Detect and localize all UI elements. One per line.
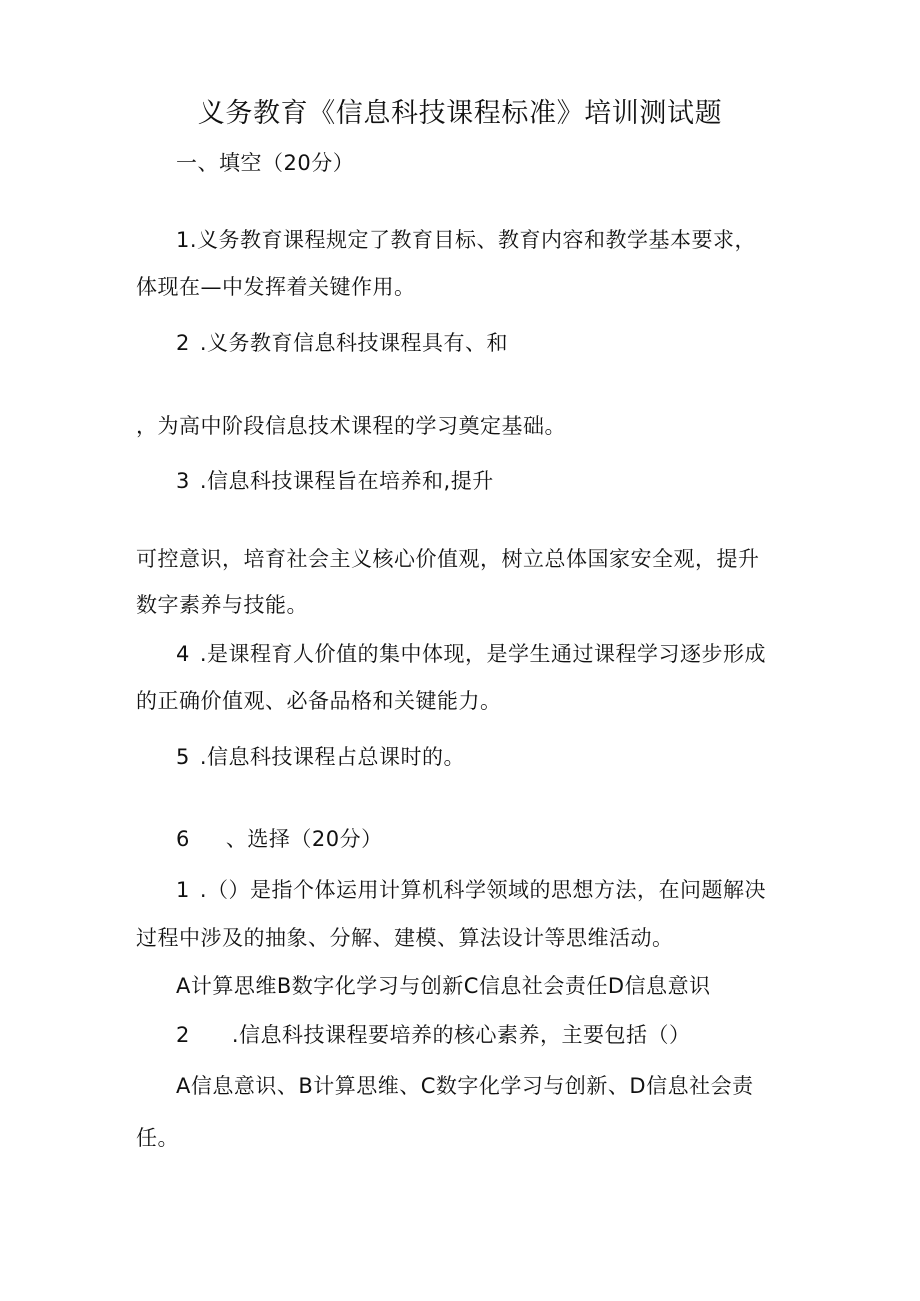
document-title: 义务教育《信息科技课程标准》培训测试题 xyxy=(197,98,723,129)
fill-question-5-number: 5 xyxy=(176,745,190,769)
choice-question-2-text: .信息科技课程要培养的核心素养，主要包括（） xyxy=(231,1023,691,1047)
choice-question-1-text: .（）是指个体运用计算机科学领域的思想方法，在问题解决 xyxy=(199,878,767,902)
fill-question-5-text: .信息科技课程占总课时的。 xyxy=(199,745,466,769)
fill-question-4-line-2: 的正确价值观、必备品格和关键能力。 xyxy=(136,689,502,713)
choice-question-2-options-line-2: 任。 xyxy=(136,1126,179,1150)
fill-question-4-text: .是课程育人价值的集中体现，是学生通过课程学习逐步形成 xyxy=(199,642,767,666)
fill-question-3-line-3: 数字素养与技能。 xyxy=(136,593,308,617)
fill-question-1-line-2: 体现在—中发挥着关键作用。 xyxy=(136,275,416,299)
fill-question-5-line-1 xyxy=(176,743,465,771)
section-2-heading-text: 、选择（20分） xyxy=(225,827,383,851)
choice-question-1-number: 1 xyxy=(176,878,190,902)
choice-question-2-options-line-1: A信息意识、B计算思维、C数字化学习与创新、D信息社会责 xyxy=(176,1074,754,1098)
section-2-number: 6 xyxy=(176,827,190,851)
fill-question-3-number: 3 xyxy=(176,469,190,493)
fill-question-4-number: 4 xyxy=(176,642,190,666)
fill-question-3-line-1 xyxy=(176,467,494,495)
fill-question-2-line-1 xyxy=(176,329,508,357)
fill-question-1-line-1: 1.义务教育课程规定了教育目标、教育内容和教学基本要求， xyxy=(176,228,757,252)
fill-question-2-text: .义务教育信息科技课程具有、和 xyxy=(199,331,509,355)
section-heading-choice xyxy=(176,825,383,853)
fill-question-3-text: .信息科技课程旨在培养和,提升 xyxy=(199,469,494,493)
fill-question-3-line-2: 可控意识，培育社会主义核心价值观，树立总体国家安全观，提升 xyxy=(136,547,760,571)
fill-question-2-number: 2 xyxy=(176,331,190,355)
choice-question-2-number: 2 xyxy=(176,1023,190,1047)
choice-question-2-line-1 xyxy=(176,1021,691,1049)
fill-question-2-line-2: ，为高中阶段信息技术课程的学习奠定基础。 xyxy=(136,414,566,438)
fill-question-4-line-1 xyxy=(176,640,766,668)
choice-question-1-options: A计算思维B数字化学习与创新C信息社会责任D信息意识 xyxy=(176,974,711,998)
choice-question-1-line-2: 过程中涉及的抽象、分解、建模、算法设计等思维活动。 xyxy=(136,926,674,950)
choice-question-1-line-1 xyxy=(176,876,766,904)
section-heading-fill: 一、填空（20分） xyxy=(176,151,355,175)
